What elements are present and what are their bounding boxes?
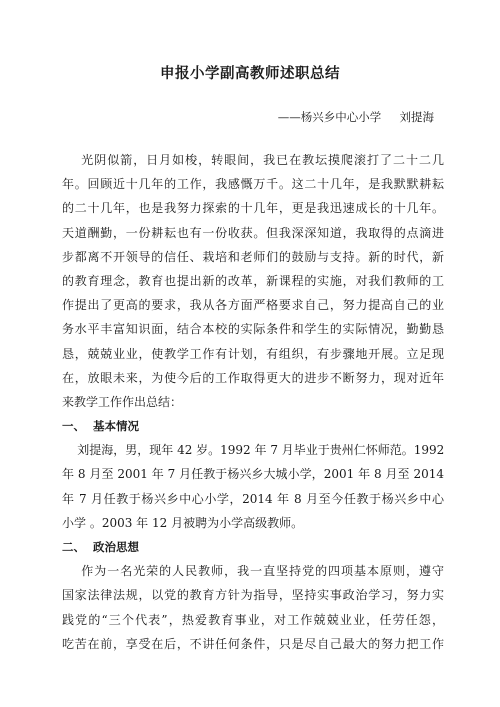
text-line: 恳，兢兢业业，使教学工作有计划，有组织，有步骤地开展。立足现: [62, 346, 444, 361]
document-body: [62, 148, 444, 656]
text-line: 年 7 月任教于杨兴乡中心小学，2014 年 8 月至今任教于杨兴乡中心: [62, 491, 444, 506]
text-line: 天道酬勤，一份耕耘也有一份收获。但我深深知道，我取得的点滴进: [62, 225, 444, 240]
text-line: 吃苦在前，享受在后，不讲任何条件，只是尽自己最大的努力把工作: [62, 636, 444, 651]
text-line: 的二十几年，也是我努力探索的十几年，更是我迅速成长的十几年。: [62, 201, 444, 216]
text-line: 刘提海，男，现年 42 岁。1992 年 7 月毕业于贵州仁怀师范。1992: [62, 443, 445, 458]
text-line: 国家法律法规，以党的教育方针为指导，坚持实事政治学习，努力实: [62, 588, 444, 603]
text-line: 践党的“三个代表”，热爱教育事业，对工作兢兢业业，任劳任怨，: [62, 612, 444, 627]
text-line: 小学 。2003 年 12 月被聘为小学高级教师。: [62, 515, 304, 530]
text-line: 光阴似箭，日月如梭，转眼间，我已在教坛摸爬滚打了二十二几: [62, 153, 444, 167]
text-line: 年。回顾近十几年的工作，我感慨万千。这二十几年，是我默默耕耘: [62, 177, 444, 192]
text-line: 在，放眼未来，为使今后的工作取得更大的进步不断努力，现对近年: [62, 370, 444, 385]
document-title: 申报小学副高教师述职总结: [160, 66, 340, 82]
text-line: 步都离不开领导的信任、栽培和老师们的鼓励与支持。新的时代，新: [62, 249, 444, 264]
text-line: 作为一名光荣的人民教师，我一直坚持党的四项基本原则，遵守: [62, 564, 444, 579]
text-line: 年 8 月至 2001 年 7 月任教于杨兴乡大城小学，2001 年 8 月至 2014: [62, 467, 444, 482]
section-heading: 二、 政治思想: [62, 540, 140, 554]
text-line: 来教学工作作出总结：: [62, 394, 183, 409]
text-line: 的教育理念，教育也提出新的改革，新课程的实施，对我们教师的工: [62, 273, 444, 288]
text-line: 务水平丰富知识面，结合本校的实际条件和学生的实际情况，勤勤恳: [62, 322, 444, 337]
section-heading: 一、 基本情况: [62, 419, 140, 434]
text-line: 作提出了更高的要求，我从各方面严格要求自己，努力提高自己的业: [62, 298, 444, 313]
author-byline: ——杨兴乡中心小学 刘提海: [277, 110, 434, 124]
